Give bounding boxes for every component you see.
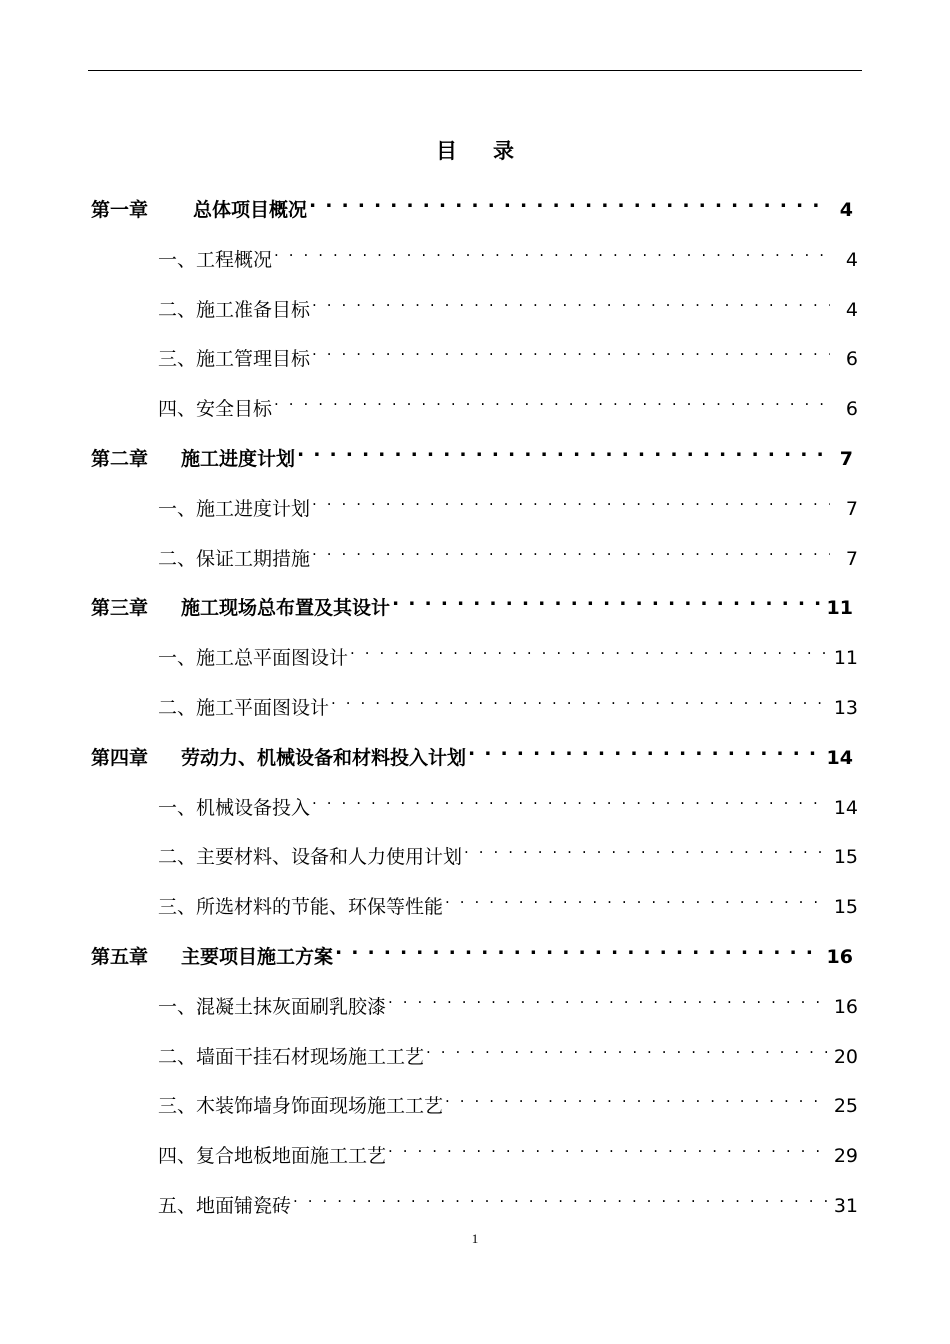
toc-entry-title: 一、混凝土抹灰面刷乳胶漆 [158, 995, 387, 1018]
toc-entry-title: 二、施工准备目标 [158, 298, 311, 321]
toc-section-entry[interactable] [158, 634, 858, 670]
toc-entry-title: 二、主要材料、设备和人力使用计划 [158, 846, 463, 869]
toc-dot-leader [388, 1132, 828, 1162]
toc-page-number: 11 [833, 647, 858, 670]
toc-page-number: 7 [839, 448, 853, 470]
toc-entry-title: 四、复合地板地面施工工艺 [158, 1145, 387, 1168]
toc-dot-leader [335, 933, 821, 963]
toc-section-entry[interactable] [158, 485, 858, 520]
toc-entry-title: 四、安全目标 [158, 398, 273, 421]
toc-entry-title: 三、木装饰墙身饰面现场施工工艺 [158, 1095, 444, 1118]
toc-dot-leader [312, 335, 830, 365]
toc-chapter-entry[interactable] [91, 734, 853, 769]
toc-section-entry[interactable] [158, 385, 858, 421]
toc-page-number: 31 [833, 1195, 858, 1217]
page-number: 1 [471, 1231, 479, 1246]
toc-chapter-number: 第一章 [91, 199, 149, 221]
toc-chapter-number: 第二章 [91, 448, 149, 470]
toc-dot-leader [388, 983, 828, 1013]
toc-chapter-entry[interactable] [91, 584, 853, 620]
toc-page-number: 29 [833, 1145, 858, 1168]
toc-section-entry[interactable] [158, 1182, 858, 1217]
toc-section-entry[interactable] [158, 1082, 858, 1118]
toc-page-number: 14 [826, 746, 853, 769]
toc-entry-title: 三、施工管理目标 [158, 348, 311, 371]
toc-chapter-entry[interactable] [91, 186, 853, 221]
toc-chapter-number: 第五章 [91, 946, 149, 968]
toc-section-entry[interactable] [158, 833, 858, 869]
toc-page-number: 7 [845, 547, 858, 570]
toc-entry-title: 五、地面铺瓷砖 [158, 1195, 292, 1217]
toc-dot-leader [426, 1033, 828, 1063]
toc-dot-leader [331, 684, 828, 714]
toc-page-number: 4 [845, 298, 858, 321]
toc-dot-leader [312, 784, 828, 814]
toc-page-number: 15 [833, 896, 858, 919]
toc-dot-leader [293, 1182, 828, 1212]
toc-entry-title: 一、施工总平面图设计 [158, 647, 349, 670]
toc-page-number: 7 [845, 497, 858, 520]
toc-page-number: 20 [833, 1045, 858, 1068]
toc-dot-leader [350, 634, 828, 664]
toc-dot-leader [274, 236, 830, 266]
toc-dot-leader [445, 883, 828, 913]
toc-entry-title: 一、机械设备投入 [158, 796, 311, 819]
toc-entry-title: 三、所选材料的节能、环保等性能 [158, 896, 444, 919]
toc-entry-title: 总体项目概况 [193, 199, 308, 221]
toc-section-entry[interactable] [158, 1132, 858, 1168]
toc-dot-leader [445, 1082, 828, 1112]
toc-page-number: 15 [833, 846, 858, 869]
toc-section-entry[interactable] [158, 335, 858, 371]
toc-chapter-number: 第四章 [91, 746, 149, 769]
toc-section-entry[interactable] [158, 784, 858, 819]
toc-entry-title: 施工进度计划 [181, 448, 296, 470]
toc-chapter-number: 第三章 [91, 597, 149, 620]
toc-section-entry[interactable] [158, 883, 858, 919]
toc-dot-leader [392, 584, 821, 614]
toc-title [0, 136, 950, 166]
toc-chapter-entry[interactable] [91, 435, 853, 470]
toc-entry-title: 一、工程概况 [158, 248, 273, 271]
toc-dot-leader [274, 385, 830, 415]
toc-entry-title: 劳动力、机械设备和材料投入计划 [181, 746, 467, 769]
toc-page-number: 11 [826, 597, 853, 620]
toc-entry-title: 主要项目施工方案 [181, 946, 334, 968]
toc-dot-leader [312, 535, 830, 565]
toc-entry-title: 一、施工进度计划 [158, 497, 311, 520]
toc-entry-title: 施工现场总布置及其设计 [181, 597, 391, 620]
header-rule [88, 70, 862, 71]
toc-dot-leader [312, 485, 830, 515]
toc-page-number: 4 [845, 248, 858, 271]
toc-section-entry[interactable] [158, 983, 858, 1018]
toc-page-number: 4 [839, 199, 853, 221]
toc-section-entry[interactable] [158, 236, 858, 271]
toc-page-number: 16 [833, 995, 858, 1018]
toc-section-entry[interactable] [158, 286, 858, 321]
toc-page-number: 14 [833, 796, 858, 819]
toc-section-entry[interactable] [158, 1033, 858, 1068]
toc-dot-leader [297, 435, 825, 465]
toc-page-number: 13 [833, 697, 858, 719]
toc-dot-leader [468, 734, 821, 764]
toc-page-number: 6 [845, 348, 858, 371]
toc-entry-title: 二、墙面干挂石材现场施工工艺 [158, 1045, 425, 1068]
toc-page-number: 16 [826, 946, 853, 968]
toc-dot-leader [464, 833, 828, 863]
toc-dot-leader [312, 286, 830, 316]
toc-title-char-2: 录 [493, 139, 514, 163]
toc-page-number: 25 [833, 1095, 858, 1118]
toc-section-entry[interactable] [158, 535, 858, 570]
toc-entry-title: 二、施工平面图设计 [158, 697, 330, 719]
toc-chapter-entry[interactable] [91, 933, 853, 968]
toc-dot-leader [309, 186, 825, 216]
toc-section-entry[interactable] [158, 684, 858, 719]
toc-page-number: 6 [845, 398, 858, 421]
toc-entry-title: 二、保证工期措施 [158, 547, 311, 570]
toc-title-char-1: 目 [436, 139, 457, 163]
